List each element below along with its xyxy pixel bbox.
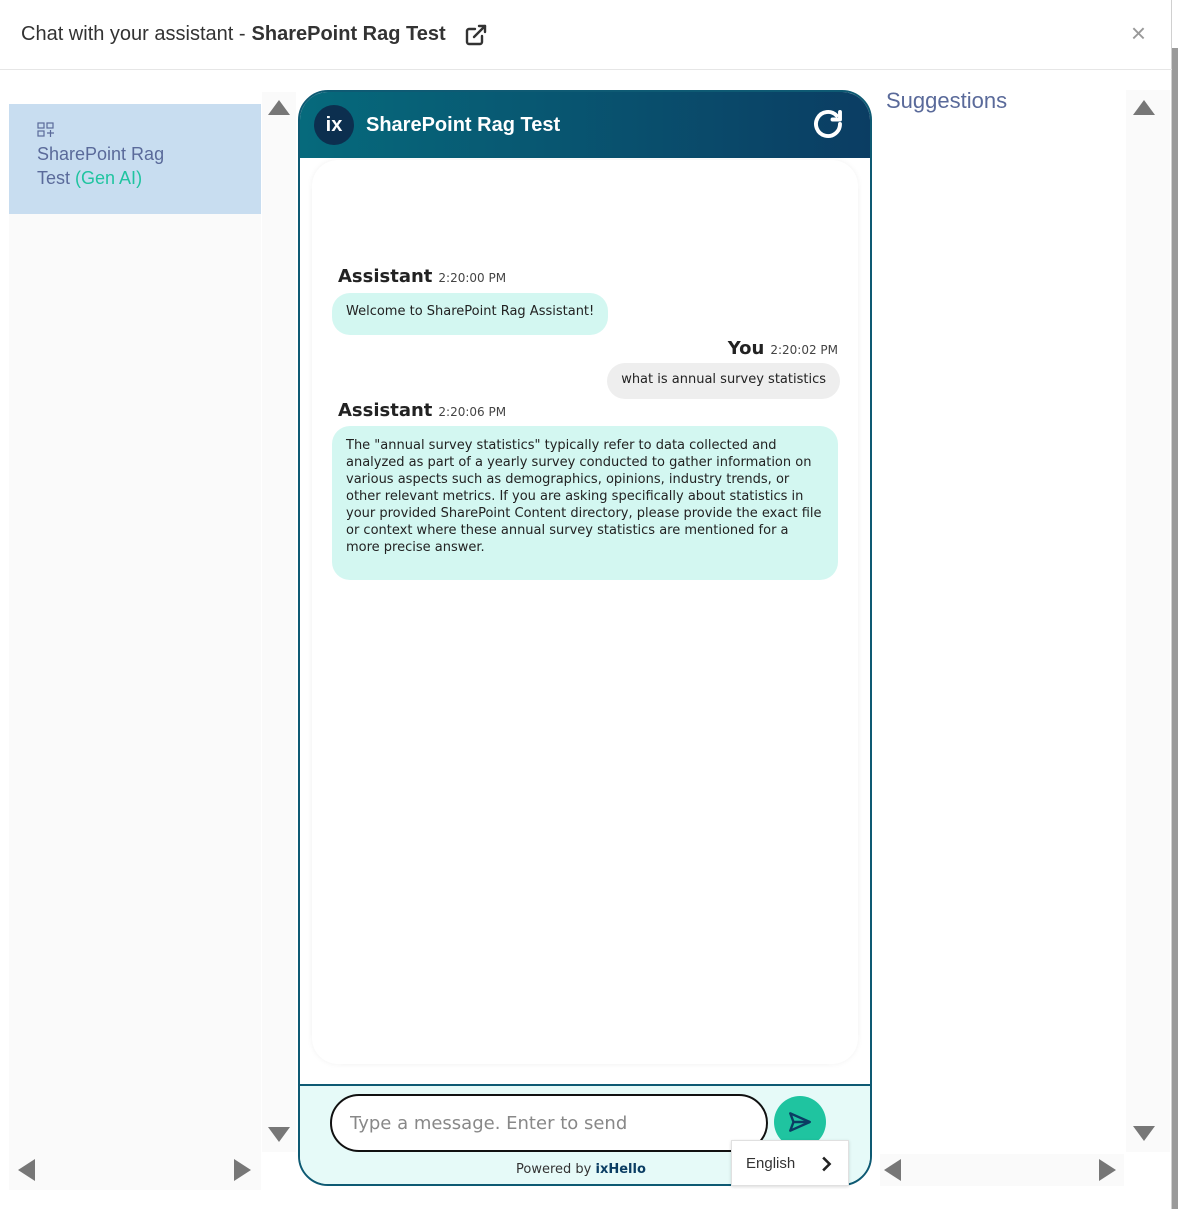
message-bubble: what is annual survey statistics: [607, 363, 840, 399]
suggestions-title: Suggestions: [886, 88, 1008, 113]
gen-ai-tag: (Gen AI): [75, 168, 143, 188]
dialog-title-bot: SharePoint Rag Test: [251, 23, 446, 45]
message-meta: [338, 266, 506, 287]
bot-card-label: [37, 142, 187, 190]
bot-card-sharepoint[interactable]: [9, 104, 261, 214]
message-meta: [728, 338, 838, 359]
dialog-title-prefix: Chat with your assistant -: [21, 23, 246, 45]
external-link-icon[interactable]: [464, 23, 488, 47]
powered-by-label: Powered by: [516, 1162, 592, 1177]
message-bubble: Welcome to SharePoint Rag Assistant!: [332, 293, 608, 335]
close-icon[interactable]: ×: [1130, 18, 1146, 48]
ixhello-logo: ix: [314, 105, 354, 145]
scroll-left-arrow-icon[interactable]: [18, 1159, 35, 1181]
suggestions-panel: [880, 130, 1124, 1180]
chat-header: [300, 92, 870, 158]
message-time: 2:20:00 PM: [438, 271, 507, 285]
left-horizontal-scrollbar[interactable]: [9, 1154, 261, 1186]
message-time: 2:20:06 PM: [438, 405, 507, 419]
send-icon: [787, 1109, 813, 1135]
dialog-header: [0, 0, 1172, 70]
language-value: English: [746, 1154, 796, 1172]
scroll-down-arrow-icon[interactable]: [1133, 1126, 1155, 1141]
message-bubble: The "annual survey statistics" typically refer to data collected and analyzed as part of a yearly survey conducted to gather information on various aspects such as demographics, opinions, industry trends, or other relevant metrics. If you are asking specifically about statistics in your provided SharePoint Content directory, please provide the exact file or context where these annual survey statistics are mentioned for a more precise answer.: [332, 426, 838, 580]
chat-widget: [298, 90, 872, 1186]
window-edge: [1172, 48, 1178, 1209]
scroll-up-arrow-icon[interactable]: [268, 100, 290, 115]
left-vertical-scrollbar[interactable]: [262, 92, 296, 1152]
message-sender: You: [727, 338, 765, 359]
bot-list-panel: [9, 104, 261, 1190]
chevron-right-icon: [820, 1155, 834, 1173]
right-vertical-scrollbar[interactable]: [1126, 90, 1170, 1152]
language-select[interactable]: [731, 1140, 849, 1186]
message-sender: Assistant: [338, 400, 433, 421]
bot-name: SharePoint Rag Test: [37, 144, 165, 188]
scroll-left-arrow-icon[interactable]: [884, 1159, 901, 1181]
message-list[interactable]: [312, 160, 858, 1064]
right-horizontal-scrollbar[interactable]: [880, 1154, 1124, 1186]
powered-by: [516, 1162, 646, 1177]
message-sender: Assistant: [338, 266, 433, 287]
scroll-up-arrow-icon[interactable]: [1133, 100, 1155, 115]
message-input[interactable]: [330, 1094, 768, 1152]
message-time: 2:20:02 PM: [770, 343, 838, 357]
scroll-down-arrow-icon[interactable]: [268, 1127, 290, 1142]
refresh-icon[interactable]: [810, 106, 846, 142]
chat-title: SharePoint Rag Test: [366, 113, 561, 136]
powered-by-brand: ixHello: [595, 1162, 646, 1177]
message-meta: [338, 400, 506, 421]
scroll-right-arrow-icon[interactable]: [1099, 1159, 1116, 1181]
bot-grid-icon: [37, 122, 55, 138]
scroll-right-arrow-icon[interactable]: [234, 1159, 251, 1181]
